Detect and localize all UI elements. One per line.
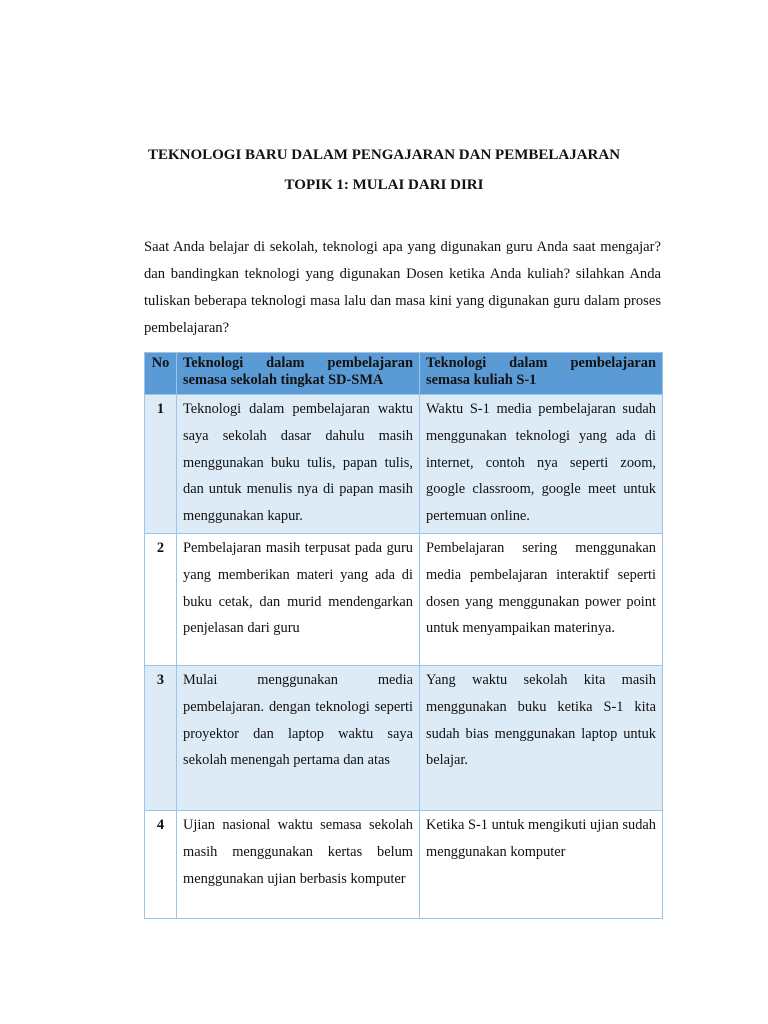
- header-school-technology: Teknologi dalam pembelajaran semasa sekolah tingkat SD-SMA: [177, 353, 420, 395]
- table-header-row: [145, 353, 663, 395]
- document-subtitle: TOPIK 1: MULAI DARI DIRI: [284, 177, 484, 193]
- row-number: 4: [145, 810, 177, 918]
- table-row: [145, 395, 663, 534]
- header-no: No: [145, 353, 177, 395]
- college-technology-cell: Waktu S-1 media pembelajaran sudah menggunakan teknologi yang ada di internet, contoh nya seperti zoom, google classroom, google meet untuk pertemuan online.: [420, 395, 663, 534]
- college-technology-cell: Yang waktu sekolah kita masih menggunakan buku ketika S-1 kita sudah bias menggunakan laptop untuk belajar.: [420, 665, 663, 810]
- intro-paragraph: Saat Anda belajar di sekolah, teknologi apa yang digunakan guru Anda saat mengajar? dan bandingkan teknologi yang digunakan Dosen ketika Anda kuliah? silahkan Anda tuliskan beberapa teknologi masa lalu dan masa kini yang digunakan guru dalam proses pembelajaran?: [144, 239, 661, 336]
- table-row: [145, 533, 663, 665]
- school-technology-cell: Mulai menggunakan media pembelajaran. dengan teknologi seperti proyektor dan laptop waktu saya sekolah menengah pertama dan atas: [177, 665, 420, 810]
- comparison-table: [144, 352, 663, 919]
- college-technology-cell: Pembelajaran sering menggunakan media pembelajaran interaktif seperti dosen yang menggunakan power point untuk menyampaikan materinya.: [420, 533, 663, 665]
- header-college-technology: Teknologi dalam pembelajaran semasa kuliah S-1: [420, 353, 663, 395]
- school-technology-cell: Ujian nasional waktu semasa sekolah masih menggunakan kertas belum menggunakan ujian berbasis komputer: [177, 810, 420, 918]
- table-row: [145, 810, 663, 918]
- row-number: 2: [145, 533, 177, 665]
- school-technology-cell: Pembelajaran masih terpusat pada guru yang memberikan materi yang ada di buku cetak, dan murid mendengarkan penjelasan dari guru: [177, 533, 420, 665]
- row-number: 1: [145, 395, 177, 534]
- table-row: [145, 665, 663, 810]
- college-technology-cell: Ketika S-1 untuk mengikuti ujian sudah menggunakan komputer: [420, 810, 663, 918]
- document-title: TEKNOLOGI BARU DALAM PENGAJARAN DAN PEMBELAJARAN: [147, 147, 621, 163]
- school-technology-cell: Teknologi dalam pembelajaran waktu saya sekolah dasar dahulu masih menggunakan buku tulis, papan tulis, dan untuk menulis nya di papan masih menggunakan kapur.: [177, 395, 420, 534]
- row-number: 3: [145, 665, 177, 810]
